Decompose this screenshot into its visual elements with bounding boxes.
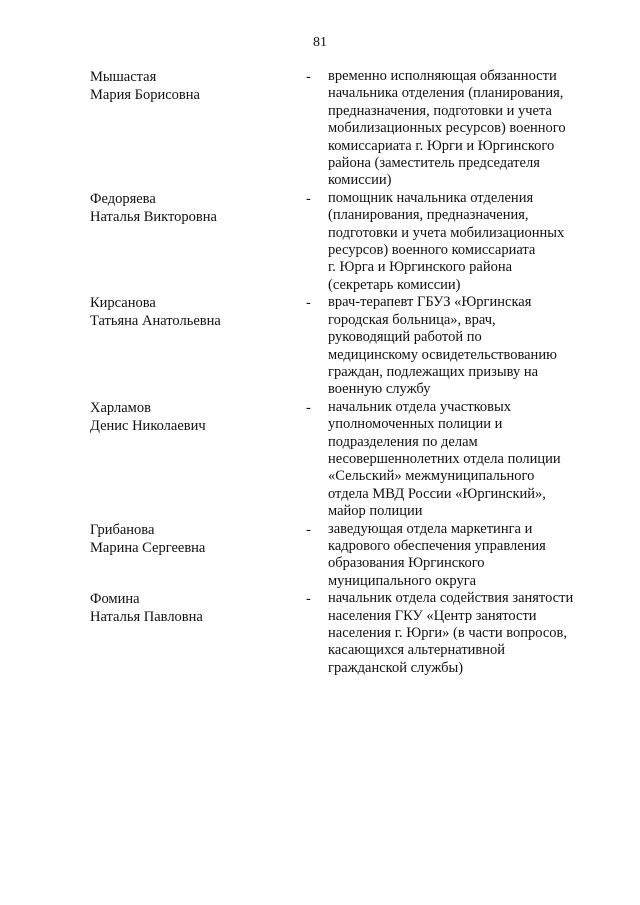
role-line: ресурсов) военного комиссариата bbox=[328, 242, 536, 259]
member-entry bbox=[0, 190, 640, 294]
role-line: населения ГКУ «Центр занятости bbox=[328, 607, 537, 624]
member-entry bbox=[0, 68, 640, 190]
member-last-name: Федоряева bbox=[90, 190, 156, 207]
role-line: городская больница», врач, bbox=[328, 311, 496, 328]
role-line: медицинскому освидетельствованию bbox=[328, 346, 557, 363]
member-name bbox=[90, 590, 300, 626]
member-last-name: Харламов bbox=[90, 399, 151, 416]
role-line: временно исполняющая обязанности bbox=[328, 68, 557, 84]
role-line: (планирования, предназначения, bbox=[328, 207, 529, 224]
role-line: майор полиции bbox=[328, 503, 423, 520]
member-name bbox=[90, 190, 300, 226]
commission-members-list bbox=[0, 68, 640, 677]
role-line: военную службу bbox=[328, 381, 431, 398]
separator-dash: - bbox=[306, 521, 311, 538]
member-name bbox=[90, 68, 300, 104]
role-line: уполномоченных полиции и bbox=[328, 416, 503, 433]
role-line: подготовки и учета мобилизационных bbox=[328, 224, 565, 241]
member-last-name: Грибанова bbox=[90, 521, 155, 538]
member-last-name: Кирсанова bbox=[90, 295, 156, 312]
member-role bbox=[328, 521, 593, 591]
member-first-names: Марина Сергеевна bbox=[90, 539, 206, 556]
role-line: начальник отдела содействия занятости bbox=[328, 590, 574, 607]
member-entry bbox=[0, 590, 640, 677]
member-role bbox=[328, 68, 593, 190]
role-line: муниципального округа bbox=[328, 572, 477, 589]
member-entry bbox=[0, 399, 640, 521]
role-line: комиссии) bbox=[328, 172, 392, 189]
separator-dash: - bbox=[306, 69, 311, 85]
role-line: комиссариата г. Юрги и Юргинского bbox=[328, 137, 555, 154]
member-entry bbox=[0, 294, 640, 398]
role-line: образования Юргинского bbox=[328, 555, 485, 572]
member-role bbox=[328, 590, 593, 677]
role-line: мобилизационных ресурсов) военного bbox=[328, 120, 566, 137]
role-line: начальника отделения (планирования, bbox=[328, 85, 564, 102]
page-number: 81 bbox=[313, 35, 327, 50]
role-line: несовершеннолетних отдела полиции bbox=[328, 450, 561, 467]
role-line: помощник начальника отделения bbox=[328, 189, 534, 206]
member-name bbox=[90, 521, 300, 557]
member-name bbox=[90, 399, 300, 435]
member-last-name: Фомина bbox=[90, 591, 140, 608]
member-last-name: Мышастая bbox=[90, 69, 157, 85]
role-line: района (заместитель председателя bbox=[328, 155, 540, 172]
separator-dash: - bbox=[306, 190, 311, 207]
role-line: руководящий работой по bbox=[328, 329, 482, 346]
member-first-names: Мария Борисовна bbox=[90, 87, 200, 104]
member-first-names: Наталья Викторовна bbox=[90, 209, 217, 226]
role-line: (секретарь комиссии) bbox=[328, 276, 461, 293]
role-line: населения г. Юрги» (в части вопросов, bbox=[328, 625, 567, 641]
separator-dash: - bbox=[306, 295, 311, 312]
role-line: граждан, подлежащих призыву на bbox=[328, 363, 539, 380]
role-line: начальник отдела участковых bbox=[328, 398, 511, 415]
role-line: гражданской службы) bbox=[328, 659, 464, 676]
role-line: отдела МВД России «Юргинский», bbox=[328, 485, 546, 502]
separator-dash: - bbox=[306, 591, 311, 608]
member-entry bbox=[0, 521, 640, 591]
role-line: подразделения по делам bbox=[328, 433, 478, 450]
member-first-names: Наталья Павловна bbox=[90, 609, 203, 626]
member-role bbox=[328, 190, 593, 294]
role-line: кадрового обеспечения управления bbox=[328, 537, 546, 554]
member-first-names: Денис Николаевич bbox=[90, 417, 206, 434]
role-line: заведующая отдела маркетинга и bbox=[328, 520, 533, 537]
role-line: предназначения, подготовки и учета bbox=[328, 102, 552, 119]
member-role bbox=[328, 399, 593, 521]
member-name bbox=[90, 294, 300, 330]
separator-dash: - bbox=[306, 399, 311, 416]
role-line: г. Юрга и Юргинского района bbox=[328, 259, 513, 276]
role-line: «Сельский» межмуниципального bbox=[328, 468, 535, 485]
role-line: врач-терапевт ГБУЗ «Юргинская bbox=[328, 294, 532, 311]
member-role bbox=[328, 294, 593, 398]
role-line: касающихся альтернативной bbox=[328, 642, 506, 659]
member-first-names: Татьяна Анатольевна bbox=[90, 313, 221, 330]
